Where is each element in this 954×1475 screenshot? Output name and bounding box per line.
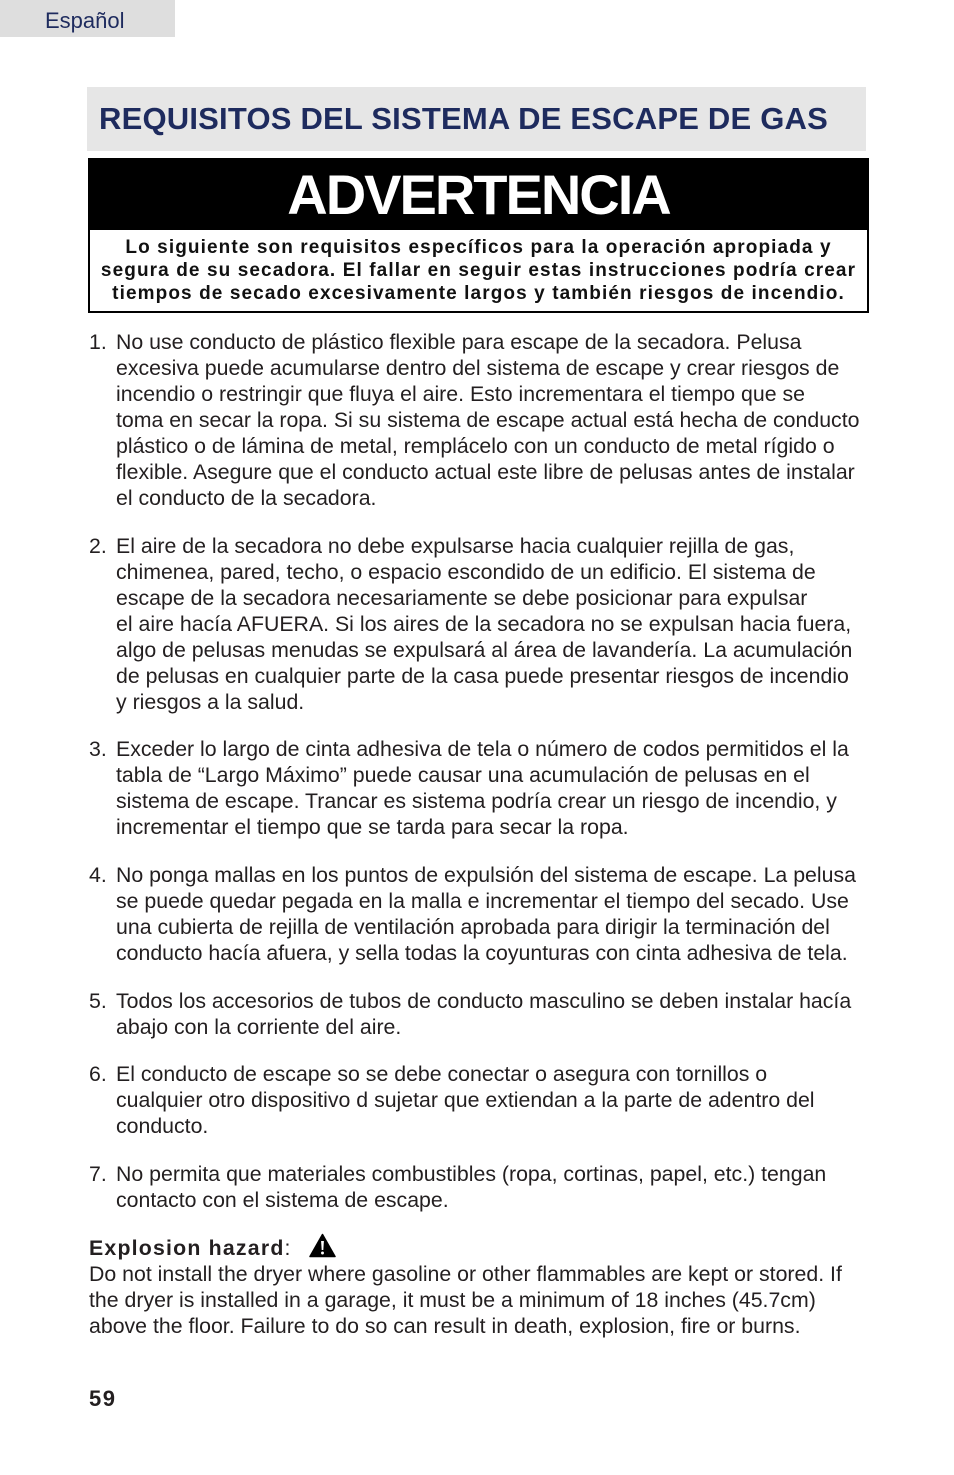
item-number: 6. [89, 1062, 107, 1087]
text-line: Todos los accesorios de tubos de conducto masculino se deben instalar hacía [116, 988, 852, 1013]
text-line: No ponga mallas en los puntos de expulsión del sistema de escape. La pelusa [116, 863, 856, 888]
requirement-item [89, 988, 889, 1040]
item-number: 5. [89, 988, 107, 1013]
text-line: y riesgos a la salud. [116, 689, 305, 714]
text-line: abajo con la corriente del aire. [116, 1014, 402, 1039]
requirement-item [89, 736, 889, 840]
text-line: El aire de la secadora no debe expulsarse hacia cualquier rejilla de gas, [116, 533, 795, 558]
text-line: algo de pelusas menudas se expulsará al área de lavandería. La acumulación [116, 637, 853, 662]
text-line: chimenea, pared, techo, o espacio escondido de un edificio. El sistema de [116, 559, 816, 584]
text-line: excesiva puede acumularse dentro del sistema de escape y crear riesgos de [116, 356, 840, 380]
text-line: una cubierta de rejilla de ventilación aprobada para dirigir la terminación del [116, 915, 830, 940]
requirement-item [89, 329, 889, 511]
requirements-list [89, 329, 889, 1235]
text-line: de pelusas en cualquier parte de la casa puede presentar riesgos de incendio [116, 663, 849, 688]
text-line: El conducto de escape so se debe conectar o asegura con tornillos o [116, 1062, 768, 1087]
text-line: toma en secar la ropa. Si su sistema de escape actual está hecha de conducto [116, 408, 860, 432]
text-line: el aire hacía AFUERA. Si los aires de la secadora no se expulsan hacia fuera, [116, 611, 852, 636]
warning-text [90, 230, 867, 305]
text-line: above the floor. Failure to do so can result in death, explosion, fire or burns. [89, 1314, 801, 1338]
text-line: No permita que materiales combustibles (ropa, cortinas, papel, etc.) tengan [116, 1162, 827, 1187]
text-line: No use conducto de plástico flexible para escape de la secadora. Pelusa [116, 330, 802, 354]
text-line: Do not install the dryer where gasoline or other flammables are kept or stored. If [89, 1262, 842, 1286]
item-number: 2. [89, 533, 107, 558]
warning-triangle-icon [309, 1233, 336, 1258]
text-line: escape de la secadora necesariamente se debe posicionar para expulsar [116, 585, 808, 610]
text-line: incendio o restringir que fluya el aire. Esto incrementara el tiempo que se [116, 382, 805, 406]
explosion-hazard-label: Explosion hazard [89, 1236, 285, 1260]
section-heading-box [87, 87, 866, 151]
requirement-item [89, 533, 889, 715]
text-line: sistema de escape. Trancar es sistema podría crear un riesgo de incendio, y [116, 789, 837, 814]
section-title: REQUISITOS DEL SISTEMA DE ESCAPE DE GAS [99, 101, 828, 136]
warning-line: segura de su secadora. El fallar en seguir estas instrucciones podría crear [100, 260, 857, 281]
text-line: conducto. [116, 1114, 209, 1139]
text-line: the dryer is installed in a garage, it must be a minimum of 18 inches (45.7cm) [89, 1288, 816, 1312]
text-line: incrementar el tiempo que se tarda para secar la ropa. [116, 815, 629, 840]
text-line: flexible. Asegure que el conducto actual este libre de pelusas antes de instalar [116, 460, 855, 484]
warning-band [90, 160, 867, 230]
text-line: se puede quedar pegada en la malla e incrementar el tiempo del secado. Use [116, 889, 849, 914]
explosion-hazard-section [89, 1235, 909, 1339]
language-tab [0, 0, 175, 37]
warning-line: tiempos de secado excesivamente largos y también riesgos de incendio. [112, 283, 845, 304]
explosion-hazard-heading [89, 1235, 909, 1261]
warning-box [88, 158, 869, 313]
page-number: 59 [89, 1386, 117, 1411]
warning-line: Lo siguiente son requisitos específicos para la operación apropiada y [125, 237, 832, 258]
warning-title: ADVERTENCIA [287, 163, 670, 226]
label-colon: : [284, 1236, 291, 1260]
text-line: conducto hacía afuera, y sella todas la coyunturas con cinta adhesiva de tela. [116, 941, 848, 966]
text-line: tabla de “Largo Máximo” puede causar una acumulación de pelusas en el [116, 763, 810, 788]
item-number: 3. [89, 737, 107, 762]
item-number: 7. [89, 1162, 107, 1187]
text-line: contacto con el sistema de escape. [116, 1188, 449, 1213]
requirement-item [89, 1161, 889, 1213]
requirement-item [89, 862, 889, 966]
requirement-item [89, 1061, 889, 1139]
text-line: Exceder lo largo de cinta adhesiva de tela o número de codos permitidos el la [116, 737, 849, 762]
language-label: Español [45, 8, 125, 33]
item-number: 1. [89, 330, 107, 354]
text-line: cualquier otro dispositivo d sujetar que extiendan a la parte de adentro del [116, 1088, 815, 1113]
item-number: 4. [89, 863, 107, 888]
text-line: plástico o de lámina de metal, remplácelo con un conducto de metal rígido o [116, 434, 835, 458]
text-line: el conducto de la secadora. [116, 486, 377, 510]
